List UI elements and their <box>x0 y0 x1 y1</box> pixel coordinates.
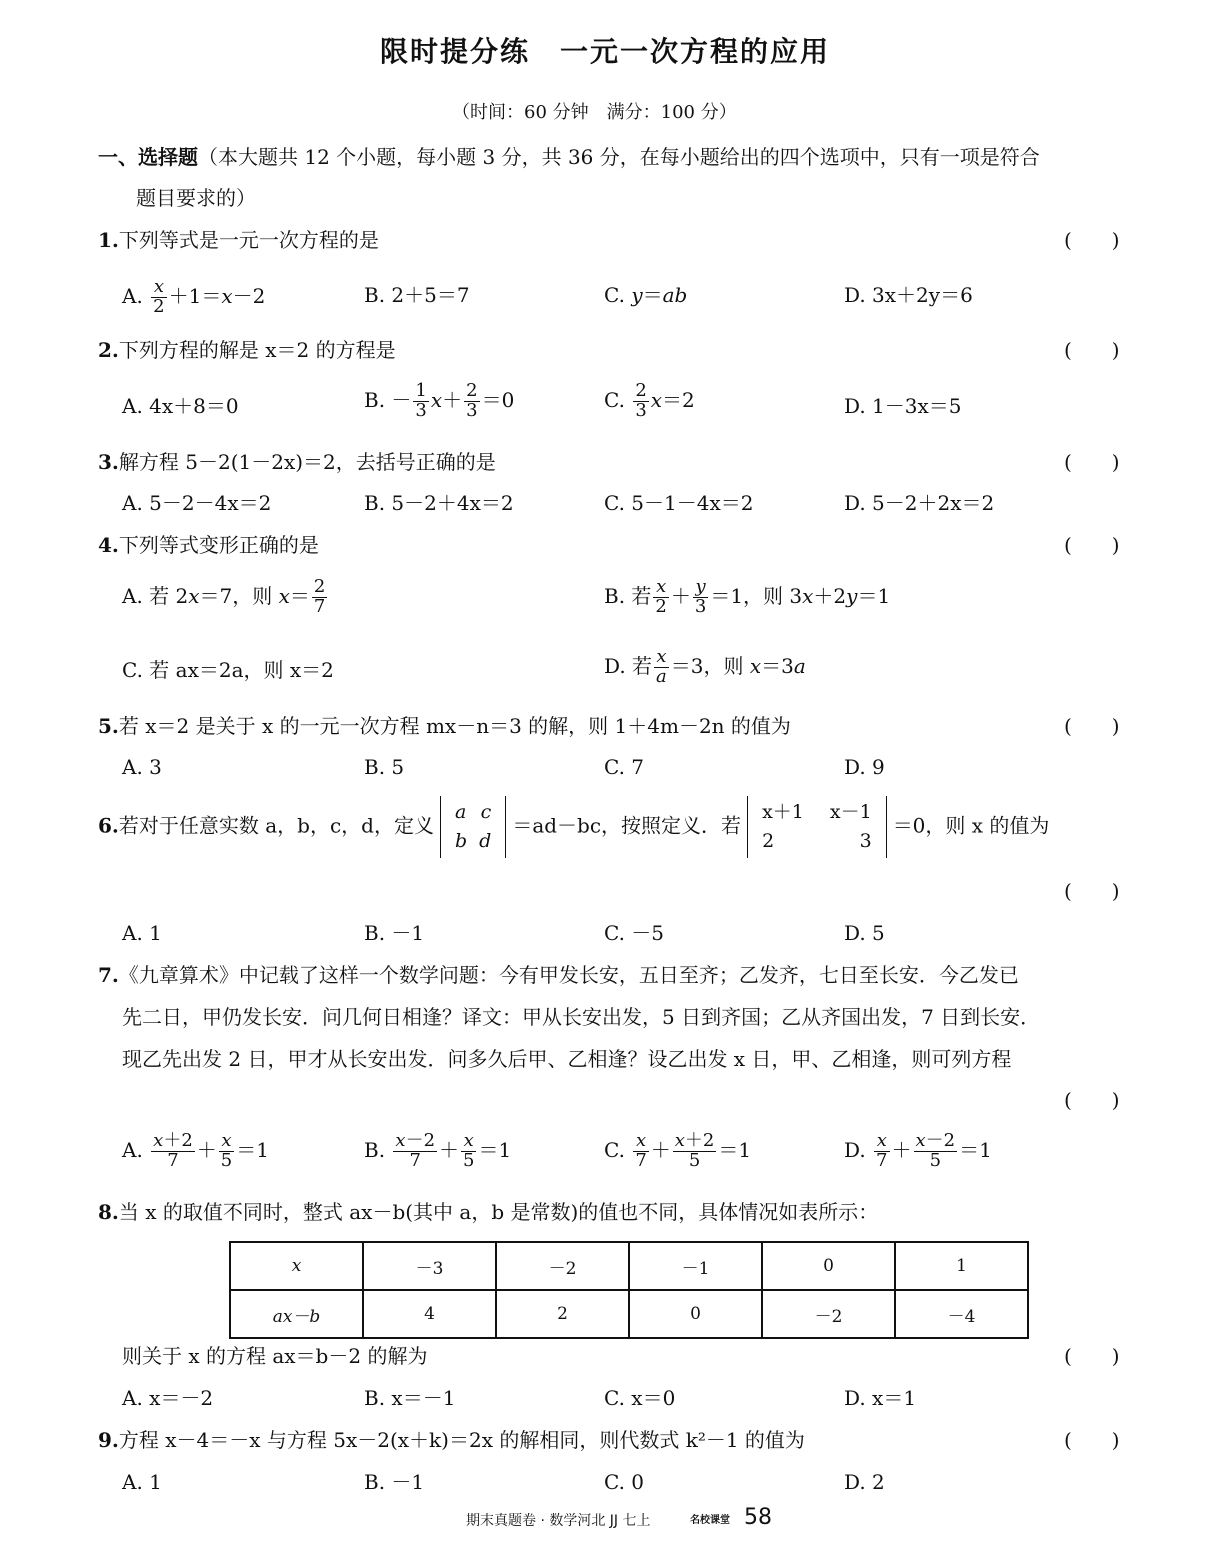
answer-bracket: ( ) <box>1064 228 1120 252</box>
q2-option-c: C. $\frac{2}{3}$ x＝2 <box>604 380 695 421</box>
determinant-equation: x＋1 x－1 2 3 <box>747 796 887 858</box>
q6-option-b: B. －1 <box>364 921 425 945</box>
q5-option-b: B. 5 <box>364 755 405 779</box>
table-cell: －1 <box>629 1242 762 1290</box>
table-cell: 0 <box>629 1290 762 1338</box>
table-cell: －2 <box>762 1290 895 1338</box>
q9-option-b: B. －1 <box>364 1470 425 1494</box>
table-cell: 4 <box>363 1290 496 1338</box>
table-cell: 1 <box>895 1242 1028 1290</box>
table-cell: －4 <box>895 1290 1028 1338</box>
section-desc: （本大题共 12 个小题，每小题 3 分，共 36 分，在每小题给出的四个选项中，只有一项是符合 <box>198 145 1040 169</box>
table-cell: x <box>230 1242 363 1290</box>
q6-option-c: C. －5 <box>604 921 665 945</box>
determinant-definition: a c b d <box>440 796 506 858</box>
q1-option-c: C. y＝ab <box>604 283 688 307</box>
table-cell: －3 <box>363 1242 496 1290</box>
question-7-stem: 7.《九章算术》中记载了这样一个数学问题：今有甲发长安，五日至齐；乙发齐，七日至长安．今乙发已 <box>98 963 1019 987</box>
q9-option-c: C. 0 <box>604 1470 645 1494</box>
q9-option-d: D. 2 <box>844 1470 885 1494</box>
question-8-stem: 8.当 x 的取值不同时，整式 ax－b(其中 a，b 是常数)的值也不同，具体情况如表所示： <box>98 1200 879 1224</box>
q7-option-a: A. $\frac{x+2}{7}$ ＋ $\frac{x}{5}$ ＝1 <box>122 1130 269 1171</box>
table-cell: 0 <box>762 1242 895 1290</box>
page-title: 限时提分练 一元一次方程的应用 <box>380 35 831 68</box>
q9-option-a: A. 1 <box>122 1470 162 1494</box>
question-1-stem <box>98 230 379 250</box>
question-number: 1. <box>98 228 119 252</box>
answer-bracket: ( ) <box>1064 1428 1120 1452</box>
q2-option-a: A. 4x＋8＝0 <box>122 394 239 418</box>
q8-option-d: D. x＝1 <box>844 1386 917 1410</box>
question-4-stem: 4.下列等式变形正确的是 <box>98 533 319 557</box>
q2-option-b: B. － $\frac{1}{3}$ x＋ $\frac{2}{3}$ ＝0 <box>364 380 515 421</box>
q4-option-d: D. 若 $\frac{x}{a}$ ＝3，则 x＝3a <box>604 646 806 687</box>
q5-option-a: A. 3 <box>122 755 162 779</box>
answer-bracket: ( ) <box>1064 879 1120 903</box>
q3-option-b: B. 5－2＋4x＝2 <box>364 491 514 515</box>
q4-option-b: B. 若 $\frac{x}{2}$ ＋ $\frac{y}{3}$ ＝1，则 3x＋2y＝1 <box>604 576 891 617</box>
table-cell: ax－b <box>230 1290 363 1338</box>
q1-option-b: B. 2＋5＝7 <box>364 283 470 307</box>
question-6-stem: 6.若对于任意实数 a，b，c，d，定义 a c b d ＝ad－bc，按照定义．若 x＋1 x－1 2 3 ＝0，则 x 的值为 <box>98 796 1049 858</box>
q5-option-d: D. 9 <box>844 755 885 779</box>
answer-bracket: ( ) <box>1064 1344 1120 1368</box>
q1-option-d: D. 3x＋2y＝6 <box>844 283 973 307</box>
question-text: 下列等式是一元一次方程的是 <box>118 228 379 252</box>
q6-option-a: A. 1 <box>122 921 162 945</box>
q1-option-a: A. $\frac{x}{2}$ ＋1＝x－2 <box>122 276 266 317</box>
question-5-stem: 5.若 x＝2 是关于 x 的一元一次方程 mx－n＝3 的解，则 1＋4m－2n 的值为 <box>98 714 791 738</box>
q6-option-d: D. 5 <box>844 921 885 945</box>
question-3-stem: 3.解方程 5－2(1－2x)＝2，去括号正确的是 <box>98 450 496 474</box>
section-desc-2: 题目要求的） <box>136 186 256 210</box>
q3-option-d: D. 5－2＋2x＝2 <box>844 491 995 515</box>
question-7-line2: 先二日，甲仍发长安．问几何日相逢？译文：甲从长安出发，5 日到齐国；乙从齐国出发，7 日到长安． <box>122 1005 1041 1029</box>
q3-option-c: C. 5－1－4x＝2 <box>604 491 754 515</box>
q7-option-b: B. $\frac{x-2}{7}$ ＋ $\frac{x}{5}$ ＝1 <box>364 1130 512 1171</box>
footer-text: 期末真题卷 · 数学河北 JJ 七上 <box>466 1513 651 1529</box>
answer-bracket: ( ) <box>1064 1088 1120 1112</box>
section-title: 一、选择题 <box>98 145 198 169</box>
value-table <box>229 1241 1029 1339</box>
table-row <box>230 1242 1028 1290</box>
q4-option-a: A. 若 2x＝7，则 x＝ $\frac{2}{7}$ <box>122 576 326 617</box>
q2-option-d: D. 1－3x＝5 <box>844 394 962 418</box>
answer-bracket: ( ) <box>1064 714 1120 738</box>
publisher-logo: 名校课堂 <box>690 1515 730 1526</box>
question-2-stem: 2.下列方程的解是 x＝2 的方程是 <box>98 338 396 362</box>
q8-option-a: A. x＝－2 <box>122 1386 214 1410</box>
table-cell: －2 <box>496 1242 629 1290</box>
q3-option-a: A. 5－2－4x＝2 <box>122 491 272 515</box>
q7-option-d: D. $\frac{x}{7}$ ＋ $\frac{x-2}{5}$ ＝1 <box>844 1130 992 1171</box>
page-subtitle: （时间：60 分钟 满分：100 分） <box>452 102 737 123</box>
answer-bracket: ( ) <box>1064 450 1120 474</box>
answer-bracket: ( ) <box>1064 338 1120 362</box>
page-number: 58 <box>744 1505 772 1530</box>
q4-option-c: C. 若 ax＝2a，则 x＝2 <box>122 658 334 682</box>
section-heading <box>98 147 1040 167</box>
question-8-stem2: 则关于 x 的方程 ax＝b－2 的解为 <box>122 1344 428 1368</box>
q8-option-b: B. x＝－1 <box>364 1386 456 1410</box>
q5-option-c: C. 7 <box>604 755 645 779</box>
q7-option-c: C. $\frac{x}{7}$ ＋ $\frac{x+2}{5}$ ＝1 <box>604 1130 752 1171</box>
table-cell: 2 <box>496 1290 629 1338</box>
table-row <box>230 1290 1028 1338</box>
question-7-line3: 现乙先出发 2 日，甲才从长安出发．问多久后甲、乙相逢？设乙出发 x 日，甲、乙相逢，则可列方程 <box>122 1047 1012 1071</box>
question-9-stem: 9.方程 x－4＝－x 与方程 5x－2(x＋k)＝2x 的解相同，则代数式 k²－1 的值为 <box>98 1428 805 1452</box>
answer-bracket: ( ) <box>1064 533 1120 557</box>
q8-option-c: C. x＝0 <box>604 1386 676 1410</box>
